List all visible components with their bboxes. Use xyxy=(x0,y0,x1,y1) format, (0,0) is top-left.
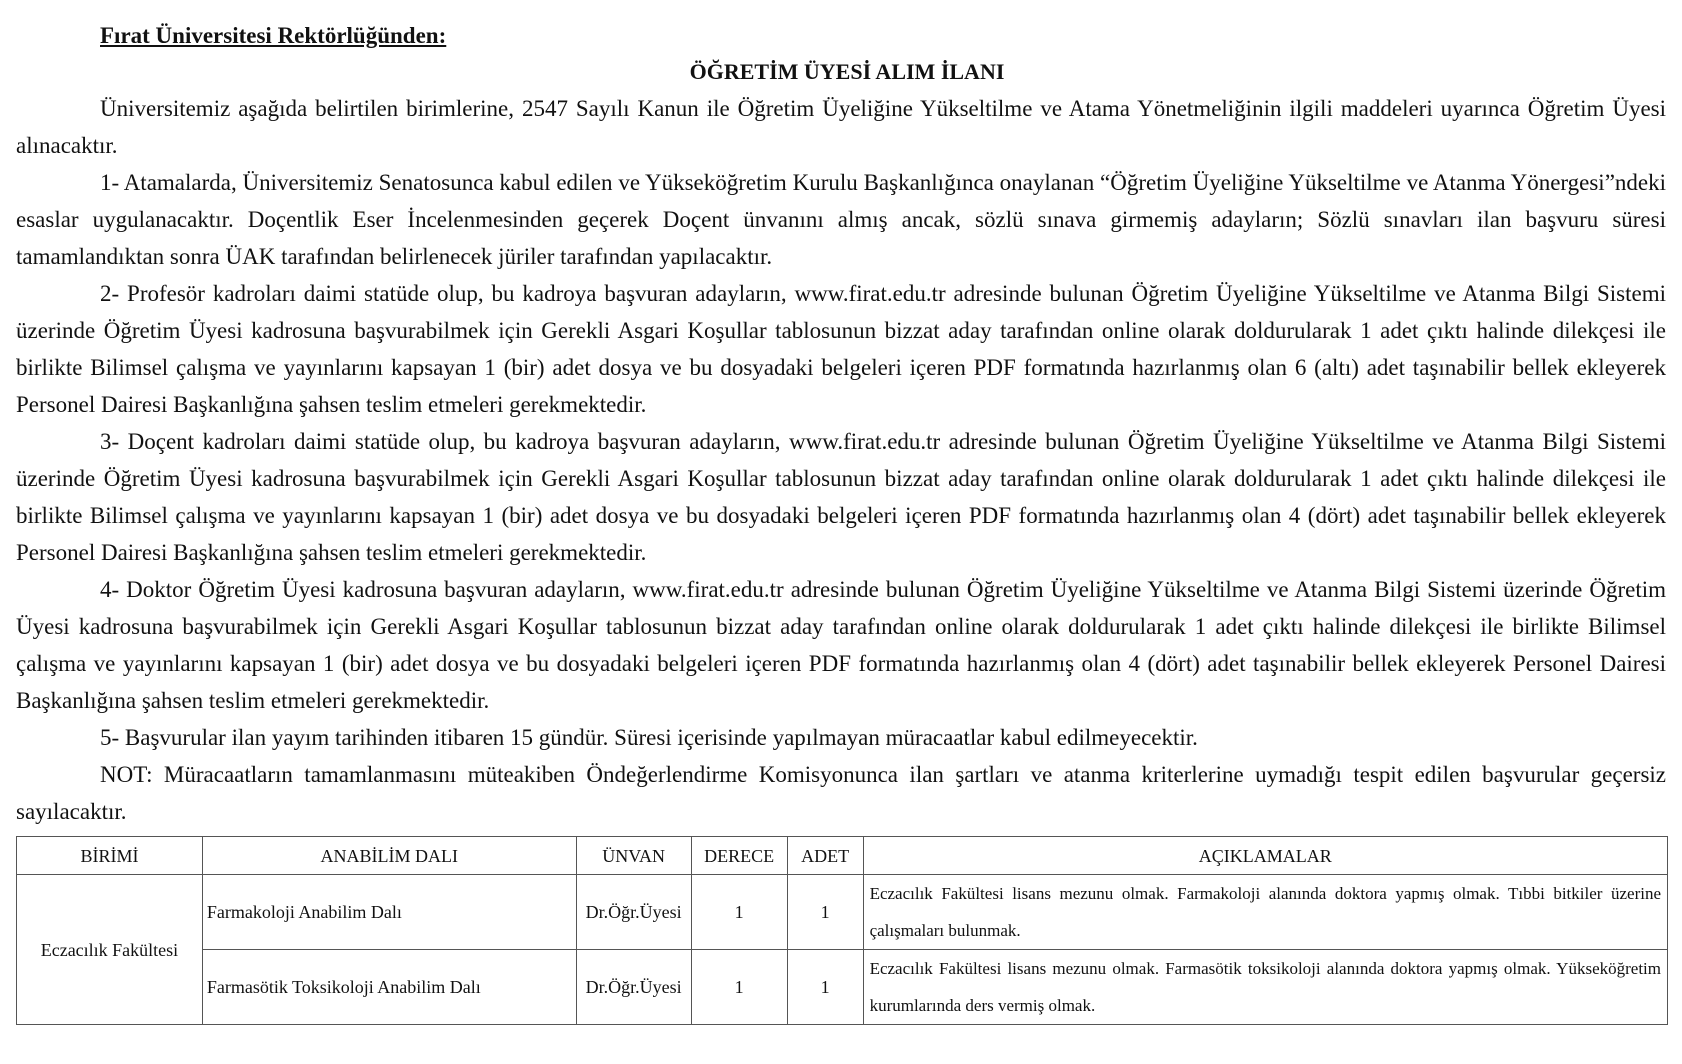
anabilim-dali-cell: Farmasötik Toksikoloji Anabilim Dalı xyxy=(202,950,576,1025)
adet-cell: 1 xyxy=(787,875,863,950)
birimi-cell: Eczacılık Fakültesi xyxy=(17,875,203,1025)
positions-table xyxy=(16,836,1668,1025)
adet-cell: 1 xyxy=(787,950,863,1025)
announcement-page xyxy=(16,18,1666,1025)
table-row xyxy=(17,950,1668,1025)
header-birimi: BİRİMİ xyxy=(17,837,203,875)
clause-5-paragraph: 5- Başvurular ilan yayım tarihinden itibaren 15 gündür. Süresi içerisinde yapılmayan müracaatlar kabul edilmeyecektir. xyxy=(100,725,1198,750)
header-aciklamalar: AÇIKLAMALAR xyxy=(863,837,1667,875)
clause-1-paragraph: 1- Atamalarda, Üniversitemiz Senatosunca kabul edilen ve Yükseköğretim Kurulu Başkanlığınca onaylanan “Öğretim Üyeliğine Yükseltilme ve Atanma Yönergesi”ndeki esaslar uygulanacaktır. Doçentlik Eser İncelenmesinden geçerek Doçent ünvanını almış ancak, sözlü sınava girmemiş adayların; Sözlü sınavları ilan başvuru süresi tamamlandıktan sonra ÜAK tarafından belirlenecek jüriler tarafından yapılacaktır. xyxy=(16,170,1666,269)
issuing-authority xyxy=(16,18,1666,54)
anabilim-dali-cell: Farmakoloji Anabilim Dalı xyxy=(202,875,576,950)
aciklama-cell: Eczacılık Fakültesi lisans mezunu olmak. Farmasötik toksikoloji alanında doktora yapmış olmak. Yükseköğretim kurumlarında ders vermiş olmak. xyxy=(863,950,1667,1025)
clause-4-paragraph: 4- Doktor Öğretim Üyesi kadrosuna başvuran adayların, www.firat.edu.tr adresinde bulunan Öğretim Üyeliğine Yükseltilme ve Atanma Bilgi Sistemi üzerinde Öğretim Üyesi kadrosuna başvurabilmek için Gerekli Asgari Koşullar tablosunun bizzat aday tarafından online olarak doldurularak 1 adet çıktı halinde dilekçesi ile birlikte Bilimsel çalışma ve yayınlarını kapsayan 1 (bir) adet dosya ve bu dosyadaki belgeleri içeren PDF formatında hazırlanmış olan 4 (dört) adet taşınabilir bellek ekleyerek Personel Dairesi Başkanlığına şahsen teslim etmeleri gerekmektedir. xyxy=(16,577,1666,713)
clause-2-paragraph: 2- Profesör kadroları daimi statüde olup, bu kadroya başvuran adayların, www.firat.edu.tr adresinde bulunan Öğretim Üyeliğine Yükseltilme ve Atanma Bilgi Sistemi üzerinde Öğretim Üyesi kadrosuna başvurabilmek için Gerekli Asgari Koşullar tablosunun bizzat aday tarafından online olarak doldurularak 1 adet çıktı halinde dilekçesi ile birlikte Bilimsel çalışma ve yayınlarını kapsayan 1 (bir) adet dosya ve bu dosyadaki belgeleri içeren PDF formatında hazırlanmış olan 6 (altı) adet taşınabilir bellek ekleyerek Personel Dairesi Başkanlığına şahsen teslim etmeleri gerekmektedir. xyxy=(16,281,1666,417)
table-row xyxy=(17,875,1668,950)
unvan-cell: Dr.Öğr.Üyesi xyxy=(576,950,691,1025)
clause-3-paragraph: 3- Doçent kadroları daimi statüde olup, bu kadroya başvuran adayların, www.firat.edu.tr adresinde bulunan Öğretim Üyeliğine Yükseltilme ve Atanma Bilgi Sistemi üzerinde Öğretim Üyesi kadrosuna başvurabilmek için Gerekli Asgari Koşullar tablosunun bizzat aday tarafından online olarak doldurularak 1 adet çıktı halinde dilekçesi ile birlikte Bilimsel çalışma ve yayınlarını kapsayan 1 (bir) adet dosya ve bu dosyadaki belgeleri içeren PDF formatında hazırlanmış olan 4 (dört) adet taşınabilir bellek ekleyerek Personel Dairesi Başkanlığına şahsen teslim etmeleri gerekmektedir. xyxy=(16,429,1666,565)
header-anabilim-dali: ANABİLİM DALI xyxy=(202,837,576,875)
table-header-row xyxy=(17,837,1668,875)
issuing-authority-text: Fırat Üniversitesi Rektörlüğünden: xyxy=(100,23,447,48)
derece-cell: 1 xyxy=(691,875,787,950)
derece-cell: 1 xyxy=(691,950,787,1025)
note-paragraph: NOT: Müracaatların tamamlanmasını müteakiben Öndeğerlendirme Komisyonunca ilan şartları ve atanma kriterlerine uymadığı tespit edilen başvurular geçersiz sayılacaktır. xyxy=(16,762,1666,824)
announcement-title: ÖĞRETİM ÜYESİ ALIM İLANI xyxy=(689,59,1005,84)
aciklama-cell: Eczacılık Fakültesi lisans mezunu olmak. Farmakoloji alanında doktora yapmış olmak. Tıbbi bitkiler üzerine çalışmaları bulunmak. xyxy=(863,875,1667,950)
unvan-cell: Dr.Öğr.Üyesi xyxy=(576,875,691,950)
header-derece: DERECE xyxy=(691,837,787,875)
header-adet: ADET xyxy=(787,837,863,875)
header-unvan: ÜNVAN xyxy=(576,837,691,875)
intro-paragraph: Üniversitemiz aşağıda belirtilen birimlerine, 2547 Sayılı Kanun ile Öğretim Üyeliğine Yükseltilme ve Atama Yönetmeliğinin ilgili maddeleri uyarınca Öğretim Üyesi alınacaktır. xyxy=(16,96,1666,158)
